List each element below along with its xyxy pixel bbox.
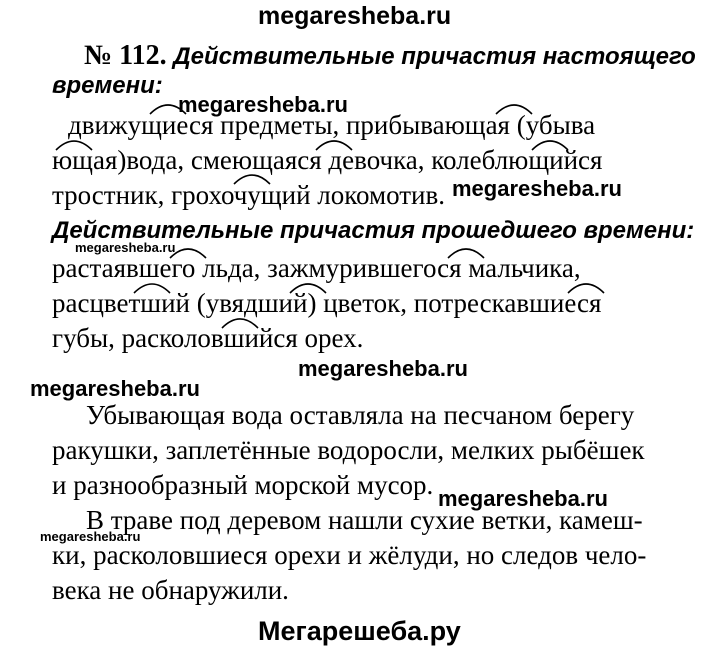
watermark-center: megaresheba.ru [298,356,468,381]
past-line-1: растаявшего льда, зажмурившегося мальчика, [52,253,581,283]
present-line-3: тростник, грохочущий локомотив. [52,180,445,210]
past-line-2: расцветший (увядший) цветок, потрескавшиеся [52,288,602,318]
watermark-small1: megaresheba.ru [75,240,176,255]
watermark-mid1: megaresheba.ru [178,92,348,117]
paragraph2-line-1: В траве под деревом нашли сухие ветки, камеш- [86,505,643,535]
heading1-part-b: времени: [52,72,163,99]
paragraph2-line-2: ки, расколовшиеся орехи и жёлуди, но следов чело- [52,540,647,570]
watermark-small2: megaresheba.ru [40,529,141,544]
paragraph2-line-3: века не обнаружили. [52,575,289,605]
paragraph1-line-2: ракушки, заплетённые водоросли, мелких рыбёшек [52,435,645,465]
present-line-2: ющая)вода, смеющаяся девочка, колеблющийся [52,145,603,175]
present-line-1: движущиеся предметы, прибывающая (убыва [68,110,596,140]
watermark-top: megaresheba.ru [258,2,452,30]
watermark-mid2: megaresheba.ru [452,176,622,201]
watermark-left: megaresheba.ru [30,376,200,401]
exercise-number: № 112. [84,40,167,71]
heading2: Действительные причастия прошедшего времени: [52,217,695,244]
watermark-bottom: Мегарешеба.ру [258,616,461,646]
exercise-heading [84,40,696,72]
paragraph1-line-1: Убывающая вода оставляла на песчаном берегу [86,400,635,430]
watermark-right2: megaresheba.ru [438,486,608,511]
heading1-part-a: Действительные причастия настоящего [173,43,696,70]
past-line-3: губы, расколовшийся орех. [52,323,364,353]
paragraph1-line-3: и разнообразный морской мусор. [52,470,434,500]
